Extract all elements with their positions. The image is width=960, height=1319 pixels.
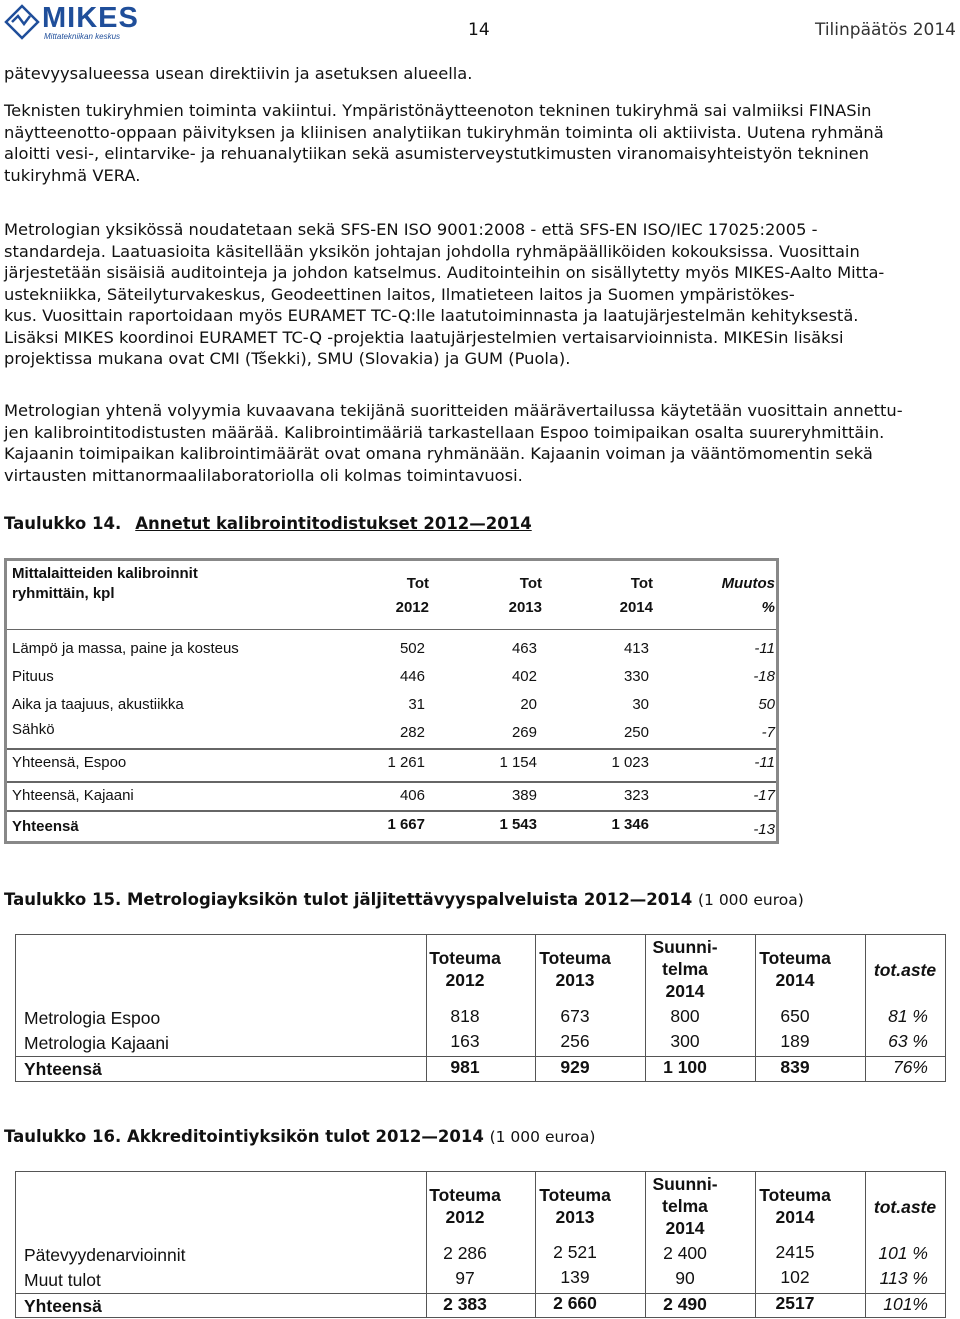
table14-header-2012-l1: Tot — [406, 575, 429, 592]
row-label: Pituus — [12, 668, 54, 685]
cell-2013: 256 — [560, 1031, 590, 1051]
header-line: Toteuma — [759, 1185, 831, 1205]
cell-2012: 97 — [455, 1268, 475, 1288]
header-toteuma-2013 — [520, 947, 630, 991]
table15-caption-number: Taulukko 15. — [4, 890, 122, 909]
cell-plan-2014: 1 100 — [663, 1057, 707, 1077]
row-label: Yhteensä, Espoo — [12, 754, 127, 771]
cell-2014: 330 — [623, 668, 649, 685]
header-line: 2012 — [445, 1207, 485, 1227]
table14-divider — [7, 748, 776, 750]
header-line: telma — [662, 1196, 708, 1216]
cell-change: -7 — [761, 724, 775, 741]
cell-plan-2014: 90 — [675, 1268, 695, 1288]
table14-caption — [4, 514, 532, 533]
table14-title-line1: Mittalaitteiden kalibroinnit — [12, 565, 198, 582]
logo-subtitle: Mittatekniikan keskus — [44, 32, 121, 41]
cell-2014: 250 — [623, 724, 649, 741]
cell-2014: 1 023 — [611, 754, 649, 771]
table14-divider — [7, 810, 776, 812]
cell-2012: 163 — [450, 1031, 480, 1051]
header-tot-aste: tot.aste — [873, 1197, 937, 1217]
row-label: Sähkö — [12, 721, 55, 738]
table15-caption-title: Metrologiayksikön tulot jäljitettävyyspalveluista 2012—2014 — [126, 890, 693, 909]
table14-header-2014-l2: 2014 — [619, 599, 653, 616]
table14-header-2012-l2: 2012 — [395, 599, 429, 616]
cell-plan-2014: 300 — [670, 1031, 700, 1051]
row-label: Yhteensä — [24, 1296, 102, 1316]
page-number: 14 — [468, 20, 490, 40]
cell-2014: 1 346 — [611, 816, 649, 833]
cell-2013: 1 543 — [499, 816, 537, 833]
table16-caption — [4, 1127, 595, 1146]
header-line: Suunni- — [652, 937, 718, 957]
header-line: Toteuma — [429, 1185, 501, 1205]
table15 — [15, 934, 946, 1082]
header-toteuma-2014 — [740, 947, 850, 991]
cell-change: -13 — [753, 821, 775, 838]
table16-caption-note: (1 000 euroa) — [489, 1128, 596, 1146]
cell-2012: 1 667 — [387, 816, 425, 833]
cell-2014: 2415 — [775, 1242, 815, 1262]
row-label: Aika ja taajuus, akustiikka — [12, 696, 184, 713]
table14-header-2014-l1: Tot — [630, 575, 653, 592]
text-line: järjestetään sisäisiä auditointeja ja johdon katselmus. Auditointeihin on sisällytetty myös MIKES-Aalto Mitta- — [4, 263, 885, 282]
header-line: 2013 — [555, 970, 595, 990]
text-line: Lisäksi MIKES koordinoi EURAMET TC-Q -projektia laatujärjestelmien vertaisarvioinnista. MIKESin lisäksi — [4, 327, 844, 347]
table16-caption-title: Akkreditointiyksikön tulot 2012—2014 — [126, 1127, 484, 1146]
table14-divider — [7, 781, 776, 783]
cell-change: -17 — [753, 787, 775, 804]
table14-divider — [7, 629, 776, 630]
cell-2013: 402 — [511, 668, 537, 685]
table16-caption-number: Taulukko 16. — [4, 1127, 122, 1146]
header-toteuma-2012 — [410, 1184, 520, 1228]
text-line: kus. Vuosittain raportoidaan myös EURAMET TC-Q:lle laatutoiminnasta ja laatujärjestelmän kehityksestä. — [4, 306, 859, 325]
cell-2012: 818 — [450, 1006, 480, 1026]
mikes-logo — [4, 2, 139, 40]
table15-caption-note: (1 000 euroa) — [697, 891, 804, 909]
text-line: aloitti vesi-, elintarvike- ja rehuanalytiikan sekä asumisterveystutkimusten viranomaisyhteistyön tekninen — [4, 144, 869, 163]
text-line: virtausten mittanormaalilaboratoriolla oli kolmas toimintavuosi. — [4, 465, 523, 485]
text-line: ustekniikka, Säteilyturvakeskus, Geodeettinen laitos, Ilmatieteen laitos ja Suomen ympäristökes- — [4, 284, 795, 304]
cell-plan-2014: 2 400 — [663, 1243, 707, 1263]
cell-tot-aste: 63 % — [888, 1031, 928, 1051]
cell-2014: 30 — [632, 696, 649, 713]
text-line: Metrologian yksikössä noudatetaan sekä SFS-EN ISO 9001:2008 - että SFS-EN ISO/IEC 17025:2005 - — [4, 220, 818, 239]
cell-2012: 2 286 — [443, 1243, 487, 1263]
cell-2013: 2 660 — [553, 1293, 597, 1313]
cell-2013: 929 — [560, 1057, 590, 1077]
cell-2013: 139 — [560, 1267, 590, 1287]
header-toteuma-2014 — [740, 1184, 850, 1228]
header-line: Toteuma — [429, 948, 501, 968]
table16 — [15, 1171, 946, 1318]
header-line: Toteuma — [759, 948, 831, 968]
logo-text: MIKES — [42, 2, 139, 34]
cell-plan-2014: 800 — [670, 1006, 700, 1026]
text-line: Metrologian yhtenä volyymia kuvaavana tekijänä suoritteiden määrävertailussa käytetään vuosittain annettu- — [4, 401, 903, 420]
header-tot-aste: tot.aste — [873, 960, 937, 980]
row-label: Metrologia Kajaani — [24, 1033, 169, 1053]
header-line: 2012 — [445, 970, 485, 990]
header-toteuma-2013 — [520, 1184, 630, 1228]
row-label: Yhteensä — [12, 818, 79, 835]
cell-2013: 389 — [511, 787, 537, 804]
text-line: tukiryhmä VERA. — [4, 165, 141, 185]
cell-2014: 2517 — [775, 1293, 815, 1313]
row-label: Muut tulot — [24, 1270, 101, 1290]
header-line: Toteuma — [539, 1185, 611, 1205]
text-line: projektissa mukana ovat CMI (Tšekki), SMU (Slovakia) ja GUM (Puola). — [4, 349, 571, 368]
text-line: standardeja. Laatuasioita käsitellään yksikön johtajan johdolla ryhmäpäälliköiden kokouksissa. Vuosittain — [4, 241, 860, 261]
cell-2012: 282 — [399, 724, 425, 741]
row-label: Yhteensä, Kajaani — [12, 787, 134, 804]
header-line: telma — [662, 959, 708, 979]
row-label: Pätevyydenarvioinnit — [24, 1245, 186, 1265]
row-label: Lämpö ja massa, paine ja kosteus — [12, 640, 239, 657]
cell-tot-aste: 101 % — [878, 1243, 928, 1263]
table14-header-2013-l1: Tot — [519, 575, 542, 592]
cell-2013: 1 154 — [499, 754, 537, 771]
text-line: näytteenotto-oppaan päivityksen ja kliinisen analytiikan tukiryhmän toiminta oli aktiivista. Uutena ryhmänä — [4, 122, 884, 142]
cell-2012: 981 — [450, 1057, 480, 1077]
cell-2012: 1 261 — [387, 754, 425, 771]
cell-2013: 2 521 — [553, 1242, 597, 1262]
text-line: Kajaanin toimipaikan kalibrointimäärät ovat omana ryhmänään. Kajaanin voiman ja vääntömomentin sekä — [4, 444, 873, 463]
cell-change: -11 — [754, 640, 775, 657]
header-line: 2014 — [665, 981, 705, 1001]
cell-change: 50 — [758, 696, 775, 713]
paragraph-2 — [4, 100, 884, 186]
table14-caption-title: Annetut kalibrointitodistukset 2012—2014 — [135, 514, 532, 533]
header-toteuma-2012 — [410, 947, 520, 991]
cell-2014: 323 — [623, 787, 649, 804]
table14-header-change-l1: Muutos — [721, 575, 775, 592]
cell-2014: 189 — [780, 1031, 810, 1051]
header-line: Suunni- — [652, 1174, 718, 1194]
cell-2014: 413 — [623, 640, 649, 657]
cell-tot-aste: 101% — [883, 1294, 928, 1314]
cell-2014: 650 — [780, 1006, 810, 1026]
text-line: Teknisten tukiryhmien toiminta vakiintui. Ympäristönäytteenoton tekninen tukiryhmä sai valmiiksi FINASin — [4, 101, 872, 120]
header-suunnitelma-2014 — [630, 1173, 740, 1239]
cell-2013: 20 — [520, 696, 537, 713]
cell-tot-aste: 76% — [892, 1057, 928, 1077]
table14-header-2013-l2: 2013 — [508, 599, 542, 616]
header-line: 2014 — [775, 1207, 815, 1227]
row-label: Metrologia Espoo — [24, 1008, 161, 1028]
paragraph-1: pätevyysalueessa usean direktiivin ja asetuksen alueella. — [4, 64, 473, 83]
cell-2013: 269 — [511, 724, 537, 741]
header-line: 2014 — [665, 1218, 705, 1238]
header-line: 2014 — [775, 970, 815, 990]
paragraph-4 — [4, 400, 903, 486]
logo-mark-icon — [4, 4, 40, 40]
cell-2012: 31 — [408, 696, 425, 713]
cell-2014: 102 — [780, 1267, 810, 1287]
cell-2012: 446 — [399, 668, 425, 685]
row-label: Yhteensä — [24, 1059, 102, 1079]
cell-2013: 463 — [511, 640, 537, 657]
header-line: Toteuma — [539, 948, 611, 968]
cell-tot-aste: 113 % — [879, 1268, 928, 1288]
cell-2013: 673 — [560, 1006, 590, 1026]
table14-header-change-l2: % — [761, 599, 775, 616]
cell-2012: 406 — [399, 787, 425, 804]
document-title: Tilinpäätös 2014 — [814, 20, 956, 40]
header-suunnitelma-2014 — [630, 936, 740, 1002]
table14 — [4, 558, 779, 844]
table15-caption — [4, 890, 804, 909]
cell-tot-aste: 81 % — [888, 1006, 928, 1026]
cell-2012: 2 383 — [443, 1294, 487, 1314]
header-line: 2013 — [555, 1207, 595, 1227]
cell-2014: 839 — [780, 1057, 810, 1077]
cell-change: -18 — [753, 668, 775, 685]
cell-plan-2014: 2 490 — [663, 1294, 707, 1314]
paragraph-3 — [4, 219, 884, 370]
table14-caption-number: Taulukko 14. — [4, 514, 122, 533]
table14-title-line2: ryhmittäin, kpl — [12, 585, 115, 602]
cell-change: -11 — [754, 754, 775, 771]
cell-2012: 502 — [399, 640, 425, 657]
text-line: jen kalibrointitodistusten määrää. Kalibrointimääriä tarkastellaan Espoo toimipaikan osalta suureryhmittäin. — [4, 422, 885, 442]
